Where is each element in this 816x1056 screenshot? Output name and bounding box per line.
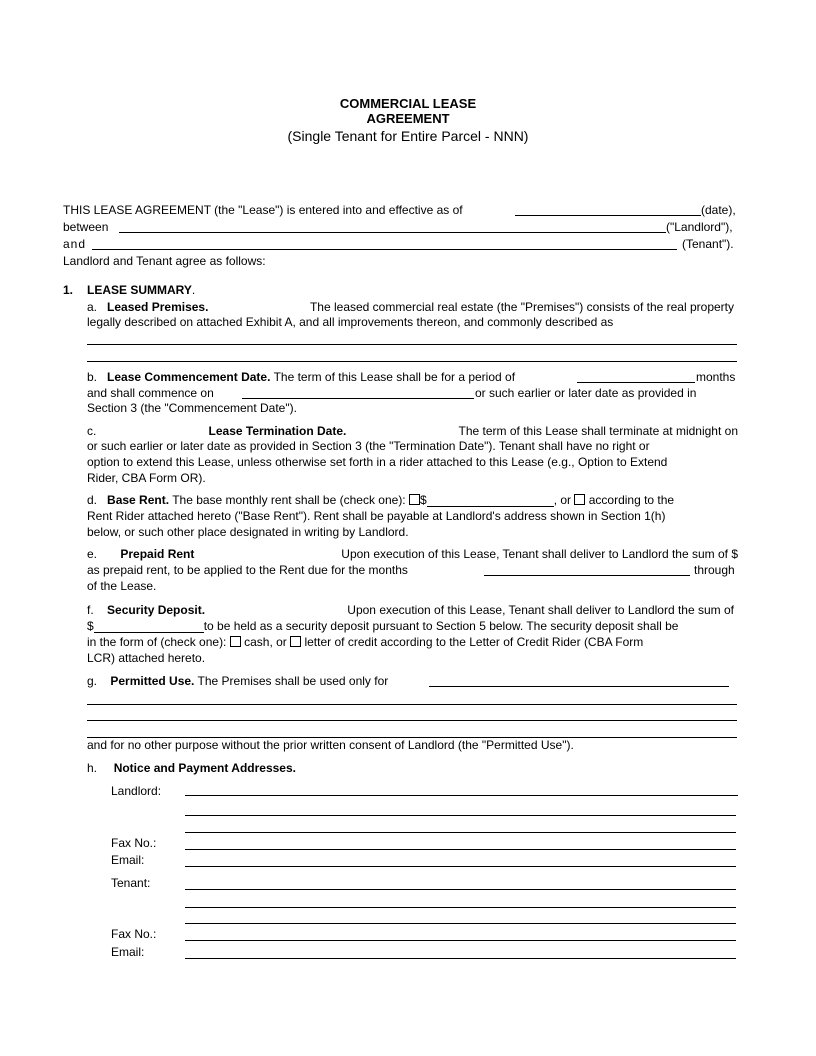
landlord-fax-blank[interactable]: [185, 849, 736, 850]
clause-d-line-1: d. Base Rent. The base monthly rent shall be (check one): $ , or according to the: [87, 493, 675, 507]
clause-e-line-3: of the Lease.: [87, 579, 157, 593]
months-label: months: [696, 370, 736, 384]
landlord-email-blank[interactable]: [185, 866, 736, 867]
rent-rider-checkbox[interactable]: [574, 494, 585, 505]
tenant-address-blank-1[interactable]: [185, 889, 736, 890]
landlord-address-blank-3[interactable]: [185, 832, 736, 833]
tenant-address-blank-2[interactable]: [185, 907, 736, 908]
clause-b-line-3: Section 3 (the "Commencement Date").: [87, 401, 297, 415]
and-label: and: [63, 237, 87, 251]
clause-f-line-1: f. Security Deposit. Upon execution of this Lease, Tenant shall deliver to Landlord the sum of: [87, 603, 734, 617]
landlord-address-blank-1[interactable]: [185, 795, 738, 796]
tenant-address-label: Tenant:: [111, 876, 151, 890]
clause-e-line-1: e. Prepaid Rent Upon execution of this Lease, Tenant shall deliver to Landlord the sum of $: [87, 547, 738, 561]
clause-e-line-2a: as prepaid rent, to be applied to the Rent due for the months: [87, 563, 408, 577]
permitted-use-blank-3[interactable]: [87, 720, 737, 721]
tenant-name-blank[interactable]: [92, 249, 677, 250]
intro-line-1: THIS LEASE AGREEMENT (the "Lease") is entered into and effective as of: [63, 203, 463, 217]
document-subtitle: (Single Tenant for Entire Parcel - NNN): [287, 128, 529, 144]
commencement-date-blank[interactable]: [242, 398, 474, 399]
tenant-address-blank-3[interactable]: [185, 923, 736, 924]
landlord-name-blank[interactable]: [119, 232, 666, 233]
landlord-email-label: Email:: [111, 853, 145, 867]
base-rent-amount-blank[interactable]: [427, 494, 554, 507]
clause-b-line-2b: or such earlier or later date as provided in: [475, 386, 697, 400]
tenant-fax-label: Fax No.:: [111, 927, 157, 941]
landlord-label: ("Landlord"),: [666, 220, 733, 234]
clause-f-line-2: $ to be held as a security deposit pursuant to Section 5 below. The security deposit shall be: [87, 619, 679, 633]
landlord-address-label: Landlord:: [111, 784, 162, 798]
intro-line-4: Landlord and Tenant agree as follows:: [63, 254, 266, 268]
premises-description-blank-1[interactable]: [87, 344, 737, 345]
clause-a-line-2: legally described on attached Exhibit A, and all improvements thereon, and commonly described as: [87, 315, 614, 329]
date-blank[interactable]: [515, 215, 701, 216]
clause-f-line-3: in the form of (check one): cash, or letter of credit according to the Letter of Credit Rider (CBA Form: [87, 635, 644, 649]
clause-f-line-4: LCR) attached hereto.: [87, 651, 206, 665]
clause-h-heading: h. Notice and Payment Addresses.: [87, 761, 296, 775]
between-label: between: [63, 220, 109, 234]
letter-of-credit-checkbox[interactable]: [290, 636, 301, 647]
clause-g-line-end: and for no other purpose without the prior written consent of Landlord (the "Permitted Use").: [87, 738, 574, 752]
section-number: 1.: [63, 283, 74, 297]
through-label: through: [694, 563, 735, 577]
clause-g-line-1: g. Permitted Use. The Premises shall be used only for: [87, 674, 389, 688]
premises-description-blank-2[interactable]: [87, 361, 737, 362]
clause-a-line-1: a. Leased Premises. The leased commercial real estate (the "Premises") consists of the real property: [87, 300, 734, 314]
landlord-fax-label: Fax No.:: [111, 836, 157, 850]
permitted-use-blank-1[interactable]: [429, 686, 729, 687]
prepaid-months-blank[interactable]: [484, 575, 690, 576]
landlord-address-blank-2[interactable]: [185, 815, 736, 816]
base-rent-amount-checkbox[interactable]: [409, 494, 420, 505]
clause-c-line-2: or such earlier or later date as provided in Section 3 (the "Termination Date"). Tenant shall have no right or: [87, 439, 650, 453]
clause-b-line-2a: and shall commence on: [87, 386, 214, 400]
tenant-email-blank[interactable]: [185, 958, 736, 959]
date-label: (date),: [701, 203, 736, 217]
document-title: COMMERCIAL LEASE: [339, 96, 477, 111]
lease-term-months-blank[interactable]: [577, 382, 695, 383]
tenant-fax-blank[interactable]: [185, 940, 736, 941]
clause-c-line-1: c. Lease Termination Date. The term of this Lease shall terminate at midnight on: [87, 424, 738, 438]
permitted-use-blank-2[interactable]: [87, 704, 737, 705]
security-deposit-amount-blank[interactable]: [94, 620, 204, 633]
clause-d-line-3: below, or such other place designated in writing by Landlord.: [87, 525, 409, 539]
tenant-email-label: Email:: [111, 945, 145, 959]
document-title-line2: AGREEMENT: [366, 111, 450, 126]
clause-d-line-2: Rent Rider attached hereto ("Base Rent"). Rent shall be payable at Landlord's address shown in Section 1(h): [87, 509, 666, 523]
section-heading: LEASE SUMMARY.: [87, 283, 196, 297]
clause-b-line-1: b. Lease Commencement Date. The term of this Lease shall be for a period of: [87, 370, 516, 384]
clause-c-line-4: Rider, CBA Form OR).: [87, 471, 206, 485]
clause-c-line-3: option to extend this Lease, unless otherwise set forth in a rider attached to this Lease (e.g., Option to Extend: [87, 455, 668, 469]
cash-checkbox[interactable]: [230, 636, 241, 647]
tenant-label: (Tenant").: [682, 237, 734, 251]
